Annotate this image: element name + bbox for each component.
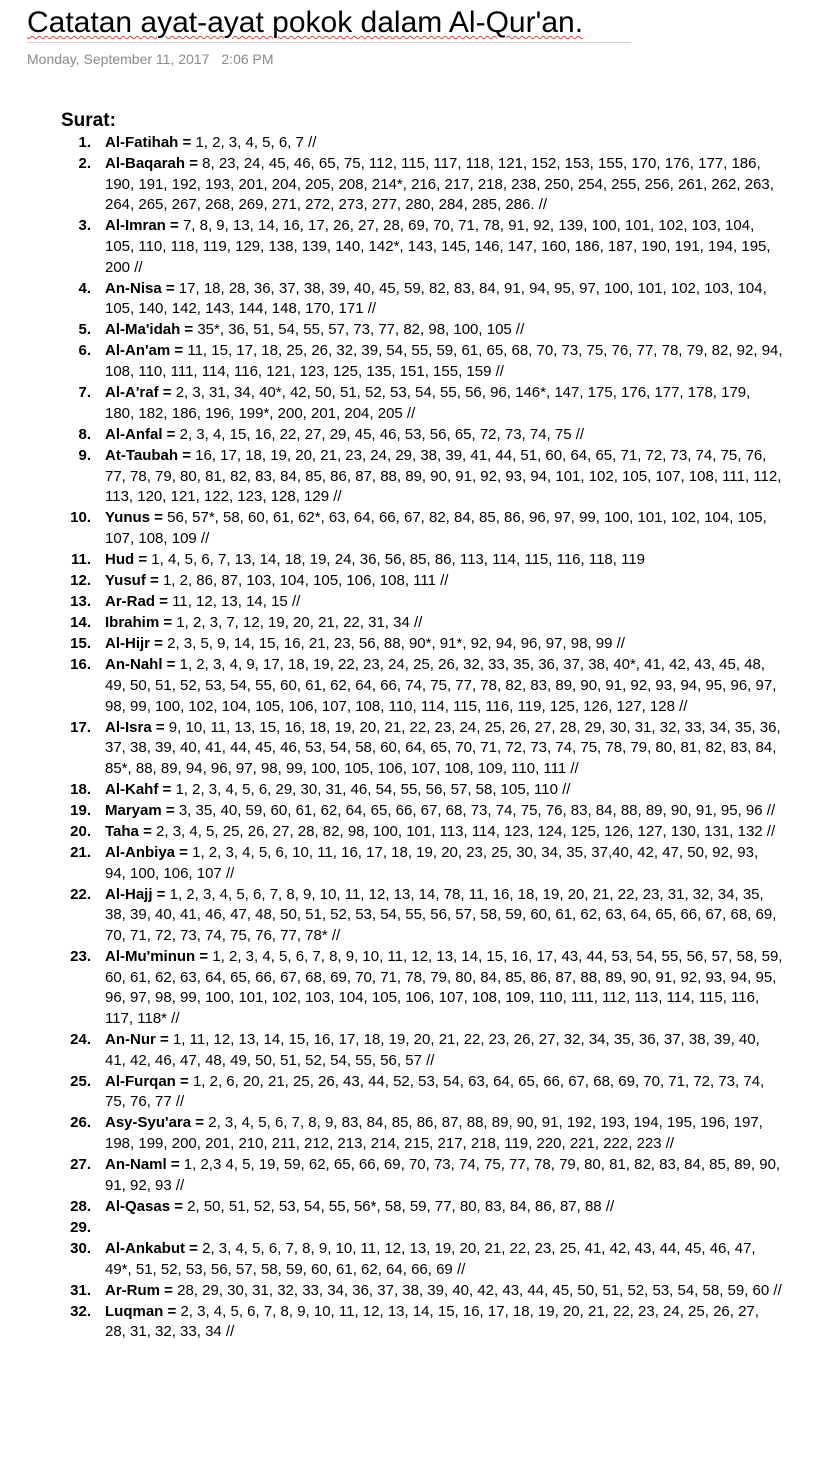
list-item xyxy=(61,341,783,382)
list-item xyxy=(61,1113,783,1154)
surah-number: 27. xyxy=(70,1156,91,1174)
surah-number: 14. xyxy=(70,614,91,632)
surah-name: Al-A'raf xyxy=(105,384,159,402)
section-heading: Surat: xyxy=(61,110,116,131)
verse-list: 11, 12, 13, 14, 15 // xyxy=(172,593,301,611)
surah-number: 8. xyxy=(78,425,91,443)
list-item xyxy=(61,1302,783,1343)
list-item xyxy=(61,320,783,341)
surah-number: 6. xyxy=(78,342,91,360)
equals-sign: = xyxy=(195,948,213,966)
surah-number: 13. xyxy=(70,593,91,611)
verse-list: 8, 23, 24, 45, 46, 65, 75, 112, 115, 117, 118, 121, 152, 153, 155, 170, 176, 177, 186, 190, 191, 192, 193, 201, 204, 205, 208, 214*, 216, 217, 218, 238, 250, 254, 255, 256, 261, 262, 263, 264, 265, 267, 268, 269, 271, 272, 273, 277, 280, 284, 285, 286. // xyxy=(105,155,774,214)
note-time: 2:06 PM xyxy=(221,51,274,67)
equals-sign: = xyxy=(185,155,203,173)
surah-name: Yusuf xyxy=(105,571,146,589)
verse-list: 2, 50, 51, 52, 53, 54, 55, 56*, 58, 59, 77, 80, 83, 84, 86, 87, 88 // xyxy=(187,1197,615,1215)
surah-name: Al-Kahf xyxy=(105,780,159,798)
list-item xyxy=(61,1281,783,1302)
list-item xyxy=(61,133,783,154)
surah-name: Al-Baqarah xyxy=(105,155,186,173)
list-item xyxy=(61,655,783,717)
equals-sign: = xyxy=(162,656,180,674)
surah-number: 26. xyxy=(70,1114,91,1132)
equals-sign: = xyxy=(175,844,193,862)
surah-number: 19. xyxy=(70,802,91,819)
equals-sign: = xyxy=(155,593,173,611)
note-title xyxy=(27,6,583,40)
surah-number: 18. xyxy=(70,780,91,798)
equals-sign: = xyxy=(162,425,180,443)
surah-name: Al-Hijr xyxy=(105,635,150,653)
equals-sign: = xyxy=(165,217,183,235)
surah-number: 11. xyxy=(70,550,91,568)
verse-list: 28, 29, 30, 31, 32, 33, 34, 36, 37, 38, 39, 40, 42, 43, 44, 45, 50, 51, 52, 53, 54, 58, 59, 60 // xyxy=(177,1281,782,1299)
surah-name: Asy-Syu'ara xyxy=(105,1114,192,1132)
verse-list: 16, 17, 18, 19, 20, 21, 23, 24, 29, 38, 39, 41, 44, 51, 60, 64, 65, 71, 72, 73, 74, 75, 76, 77, 78, 79, 80, 81, 82, 83, 84, 85, 86, 87, 88, 89, 90, 91, 92, 93, 94, 101, 102, 105, 107, 108, 111, 112, 113, 120, 121, 122, 123, 128, 129 // xyxy=(105,446,782,506)
equals-sign: = xyxy=(161,279,179,297)
surah-number: 3. xyxy=(78,217,91,235)
equals-sign: = xyxy=(163,1302,181,1320)
equals-sign: = xyxy=(150,635,168,653)
equals-sign: = xyxy=(175,1072,193,1090)
list-item xyxy=(61,634,783,655)
surah-number: 20. xyxy=(70,823,91,841)
list-item xyxy=(61,154,783,216)
verse-list: 1, 2, 3, 4, 5, 6, 7 // xyxy=(195,134,317,151)
equals-sign: = xyxy=(170,342,188,360)
surah-name: Al-Anfal xyxy=(105,425,163,443)
equals-sign: = xyxy=(152,885,170,903)
surah-name: Hud xyxy=(105,550,135,568)
surah-number: 12. xyxy=(70,571,91,589)
verse-list: 11, 15, 17, 18, 25, 26, 32, 39, 54, 55, 59, 61, 65, 68, 70, 73, 75, 76, 77, 78, 79, 82, 92, 94, 108, 110, 111, 114, 116, 121, 123, 125, 135, 151, 155, 159 // xyxy=(105,342,783,381)
equals-sign: = xyxy=(178,446,196,464)
surah-name: Al-Ma'idah xyxy=(105,321,181,339)
list-item xyxy=(61,592,783,613)
surah-name: An-Nahl xyxy=(105,656,163,674)
list-item xyxy=(61,216,783,278)
equals-sign: = xyxy=(170,1197,188,1215)
list-item xyxy=(61,1218,783,1239)
surah-list xyxy=(61,133,783,1343)
list-item xyxy=(61,947,783,1029)
equals-sign: = xyxy=(178,134,196,151)
verse-list: 1, 2, 6, 20, 21, 25, 26, 43, 44, 52, 53, 54, 63, 64, 65, 66, 67, 68, 69, 70, 71, 72, 73, 74, 75, 76, 77 // xyxy=(105,1072,765,1111)
surah-name: An-Nisa xyxy=(105,279,162,297)
verse-list: 2, 3, 4, 5, 25, 26, 27, 28, 82, 98, 100, 101, 113, 114, 123, 124, 125, 126, 127, 130, 131, 132 // xyxy=(156,823,776,841)
surah-name: Al-Imran xyxy=(105,217,166,235)
surah-number: 22. xyxy=(70,885,91,903)
list-item xyxy=(61,425,783,446)
equals-sign: = xyxy=(185,1239,203,1257)
equals-sign: = xyxy=(155,1031,173,1049)
surah-name: Luqman xyxy=(105,1302,164,1320)
note-date: Monday, September 11, 2017 xyxy=(27,51,210,67)
surah-name: Taha xyxy=(105,823,139,841)
surah-number: 21. xyxy=(70,844,91,862)
verse-list: 2, 3, 4, 5, 6, 7, 8, 9, 83, 84, 85, 86, 87, 88, 89, 90, 91, 192, 193, 194, 195, 196, 197, 198, 199, 200, 201, 210, 211, 212, 213, 214, 215, 217, 218, 119, 220, 221, 222, 223 // xyxy=(105,1114,763,1152)
surah-number: 24. xyxy=(70,1031,91,1049)
surah-name: Maryam xyxy=(105,802,162,819)
surah-name: Yunus xyxy=(105,509,151,527)
verse-list: 17, 18, 28, 36, 37, 38, 39, 40, 45, 59, 82, 83, 84, 91, 94, 95, 97, 100, 101, 102, 103, 104, 105, 140, 142, 143, 144, 148, 170, 171 // xyxy=(105,279,767,318)
surah-name: Al-Fatihah xyxy=(105,134,179,151)
equals-sign: = xyxy=(161,802,179,819)
verse-list: 2, 3, 4, 5, 6, 7, 8, 9, 10, 11, 12, 13, 19, 20, 21, 22, 23, 25, 41, 42, 43, 44, 45, 46, 47, 49*, 51, 52, 53, 56, 57, 58, 59, 60, 61, 62, 64, 66, 69 // xyxy=(105,1239,756,1278)
title-divider xyxy=(27,42,631,43)
verse-list: 1, 2, 3, 4, 5, 6, 29, 30, 31, 46, 54, 55, 56, 57, 58, 105, 110 // xyxy=(175,780,571,798)
list-item xyxy=(61,718,783,780)
surah-number: 31. xyxy=(70,1281,91,1299)
verse-list: 7, 8, 9, 13, 14, 16, 17, 26, 27, 28, 69, 70, 71, 78, 91, 92, 139, 100, 101, 102, 103, 104, 105, 110, 118, 119, 129, 138, 139, 140, 142*, 143, 145, 146, 147, 160, 186, 187, 190, 191, 194, 195, 200 // xyxy=(105,217,771,276)
surah-name: Ar-Rum xyxy=(105,1281,160,1299)
surah-number: 2. xyxy=(78,155,91,173)
equals-sign: = xyxy=(134,550,152,568)
list-item xyxy=(61,885,783,947)
surah-name: Al-Ankabut xyxy=(105,1239,185,1257)
equals-sign: = xyxy=(159,614,177,632)
equals-sign: = xyxy=(158,780,176,798)
surah-number: 30. xyxy=(70,1239,91,1257)
surah-name: Ibrahim xyxy=(105,614,160,632)
verse-list: 2, 3, 4, 5, 6, 7, 8, 9, 10, 11, 12, 13, 14, 15, 16, 17, 18, 19, 20, 21, 22, 23, 24, 25, 26, 27, 28, 31, 32, 33, 34 // xyxy=(105,1302,759,1341)
list-item xyxy=(61,801,783,822)
verse-list: 1, 2, 3, 4, 5, 6, 7, 8, 9, 10, 11, 12, 13, 14, 15, 16, 17, 43, 44, 53, 54, 55, 56, 57, 58, 59, 60, 61, 62, 63, 64, 65, 66, 67, 68, 69, 70, 71, 78, 79, 80, 84, 85, 86, 87, 88, 89, 90, 91, 92, 93, 94, 95, 96, 97, 98, 99, 100, 101, 102, 103, 104, 105, 106, 107, 108, 109, 110, 111, 112, 113, 114, 115, 116, 117, 118* // xyxy=(105,948,783,1027)
surah-number: 9. xyxy=(78,446,91,464)
surah-number: 15. xyxy=(70,635,91,653)
surah-number: 32. xyxy=(70,1302,91,1320)
list-item xyxy=(61,279,783,320)
surah-name: An-Nur xyxy=(105,1031,156,1049)
surah-number: 28. xyxy=(70,1197,91,1215)
surah-name: Al-Furqan xyxy=(105,1072,176,1090)
surah-number: 1. xyxy=(78,134,91,151)
verse-list: 2, 3, 31, 34, 40*, 42, 50, 51, 52, 53, 54, 55, 56, 96, 146*, 147, 175, 176, 177, 178, 179, 180, 182, 186, 196, 199*, 200, 201, 204, 205 // xyxy=(105,384,751,422)
surah-number: 16. xyxy=(70,656,91,674)
list-item xyxy=(61,1155,783,1196)
list-item xyxy=(61,1072,783,1113)
equals-sign: = xyxy=(180,321,198,339)
list-item xyxy=(61,613,783,634)
verse-list: 1, 2, 3, 7, 12, 19, 20, 21, 22, 31, 34 // xyxy=(176,614,423,632)
equals-sign: = xyxy=(158,384,176,402)
verse-list: 1, 2, 3, 4, 9, 17, 18, 19, 22, 23, 24, 25, 26, 32, 33, 35, 36, 37, 38, 40*, 41, 42, 43, 45, 48, 49, 50, 51, 52, 53, 54, 55, 60, 61, 62, 64, 66, 74, 75, 77, 78, 82, 83, 89, 90, 91, 92, 93, 94, 95, 96, 97, 98, 99, 100, 102, 104, 105, 106, 107, 108, 110, 114, 115, 116, 119, 125, 126, 127, 128 // xyxy=(105,656,777,715)
verse-list: 2, 3, 4, 15, 16, 22, 27, 29, 45, 46, 53, 56, 65, 72, 73, 74, 75 // xyxy=(179,425,585,443)
verse-list: 1, 2, 86, 87, 103, 104, 105, 106, 108, 111 // xyxy=(162,571,449,589)
surah-number: 29. xyxy=(70,1218,91,1236)
surah-name: Al-Hajj xyxy=(105,885,153,903)
verse-list: 1, 2, 3, 4, 5, 6, 7, 8, 9, 10, 11, 12, 13, 14, 78, 11, 16, 18, 19, 20, 21, 22, 23, 31, 32, 34, 35, 38, 39, 40, 41, 46, 47, 48, 50, 51, 52, 53, 54, 55, 56, 57, 58, 59, 60, 61, 62, 63, 64, 65, 66, 67, 68, 69, 70, 71, 72, 73, 74, 75, 76, 77, 78* // xyxy=(105,885,777,945)
verse-list: 1, 11, 12, 13, 14, 15, 16, 17, 18, 19, 20, 21, 22, 23, 26, 27, 32, 34, 35, 36, 37, 38, 39, 40, 41, 42, 46, 47, 48, 49, 50, 51, 52, 54, 55, 56, 57 // xyxy=(105,1031,760,1069)
surah-name: An-Naml xyxy=(105,1156,167,1174)
equals-sign: = xyxy=(150,509,168,527)
list-item xyxy=(61,1030,783,1071)
list-item xyxy=(61,383,783,424)
verse-list: 3, 35, 40, 59, 60, 61, 62, 64, 65, 66, 67, 68, 73, 74, 75, 76, 83, 84, 88, 89, 90, 91, 95, 96 // xyxy=(178,802,776,819)
list-item xyxy=(61,571,783,592)
surah-number: 7. xyxy=(78,384,91,402)
verse-list: 1, 4, 5, 6, 7, 13, 14, 18, 19, 24, 36, 56, 85, 86, 113, 114, 115, 116, 118, 119 xyxy=(151,550,645,568)
surah-name: Al-Isra xyxy=(105,718,152,736)
verse-list: 56, 57*, 58, 60, 61, 62*, 63, 64, 66, 67, 82, 84, 85, 86, 96, 97, 99, 100, 101, 102, 104, 105, 107, 108, 109 // xyxy=(105,509,767,547)
surah-number: 5. xyxy=(78,321,91,339)
list-item xyxy=(61,1239,783,1280)
verse-list: 9, 10, 11, 13, 15, 16, 18, 19, 20, 21, 22, 23, 24, 25, 26, 27, 28, 29, 30, 31, 32, 33, 34, 35, 36, 37, 38, 39, 40, 41, 44, 45, 46, 53, 54, 58, 60, 64, 65, 70, 71, 72, 73, 74, 75, 78, 79, 80, 81, 82, 83, 84, 85*, 88, 89, 94, 96, 97, 98, 99, 100, 105, 106, 107, 108, 109, 110, 111 // xyxy=(105,718,781,777)
surah-name: Al-An'am xyxy=(105,342,171,360)
verse-list: 2, 3, 5, 9, 14, 15, 16, 21, 23, 56, 88, 90*, 91*, 92, 94, 96, 97, 98, 99 // xyxy=(167,635,625,653)
equals-sign: = xyxy=(160,1281,178,1299)
surah-name: Al-Anbiya xyxy=(105,844,176,862)
equals-sign: = xyxy=(151,718,169,736)
equals-sign: = xyxy=(145,571,163,589)
surah-number: 23. xyxy=(70,948,91,966)
surah-number: 25. xyxy=(70,1072,91,1090)
equals-sign: = xyxy=(138,823,157,841)
note-title-text: Catatan ayat-ayat pokok dalam Al-Qur'an. xyxy=(27,6,584,39)
surah-number: 4. xyxy=(78,279,91,297)
verse-list: 1, 2,3 4, 5, 19, 59, 62, 65, 66, 69, 70, 73, 74, 75, 77, 78, 79, 80, 81, 82, 83, 84, 85, 89, 90, 91, 92, 93 // xyxy=(105,1156,781,1194)
verse-list: 35*, 36, 51, 54, 55, 57, 73, 77, 82, 98, 100, 105 // xyxy=(197,321,525,339)
surah-number: 17. xyxy=(70,718,91,736)
surah-name: Al-Mu'minun xyxy=(105,948,196,966)
equals-sign: = xyxy=(166,1156,184,1174)
list-item xyxy=(61,780,783,801)
list-item xyxy=(61,843,783,884)
list-item xyxy=(61,446,783,508)
equals-sign: = xyxy=(191,1114,209,1132)
list-item xyxy=(61,822,783,843)
verse-list: 1, 2, 3, 4, 5, 6, 10, 11, 16, 17, 18, 19, 20, 23, 25, 30, 34, 35, 37,40, 42, 47, 50, 92, 93, 94, 100, 106, 107 // xyxy=(105,844,759,882)
list-item xyxy=(61,550,783,571)
surah-name: Ar-Rad xyxy=(105,593,156,611)
list-item xyxy=(61,1197,783,1218)
note-timestamp xyxy=(27,51,274,67)
list-item xyxy=(61,508,783,549)
surah-name: Al-Qasas xyxy=(105,1197,171,1215)
surah-name: At-Taubah xyxy=(105,446,179,464)
surah-number: 10. xyxy=(70,509,91,527)
